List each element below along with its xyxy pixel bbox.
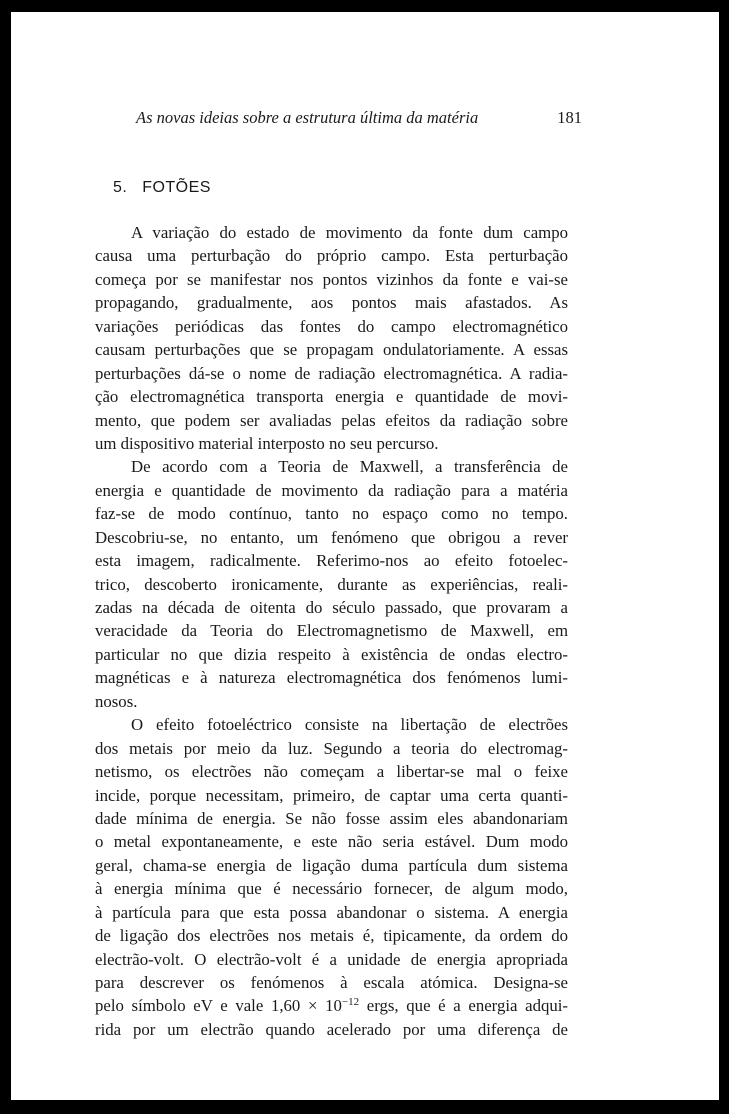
text-line: nosos. bbox=[95, 691, 138, 711]
text-line: para descrever os fenómenos à escala atómica. Designa-se bbox=[95, 973, 568, 992]
text-line: causam perturbações que se propagam ondulatoriamente. A essas bbox=[95, 340, 568, 360]
text-line: dade mínima de energia. Se não fosse assim eles abandonariam bbox=[95, 808, 568, 828]
section-heading bbox=[113, 179, 211, 197]
text-line: geral, chama-se energia de ligação duma partícula dum sistema bbox=[95, 855, 568, 875]
text-line: faz-se de modo contínuo, tanto no espaço como no tempo. bbox=[95, 504, 568, 524]
text-line: De acordo com a Teoria de Maxwell, a transferência de bbox=[131, 457, 568, 477]
section-title: FOTÕES bbox=[142, 179, 211, 196]
text-line: ção electromagnética transporta energia e quantidade de movi- bbox=[95, 387, 568, 407]
text-line: Descobriu-se, no entanto, um fenómeno que obrigou a rever bbox=[95, 527, 568, 547]
text-line: variações periódicas das fontes do campo electromagnético bbox=[95, 316, 568, 336]
text-line: magnéticas e à natureza electromagnética dos fenómenos lumi- bbox=[95, 668, 568, 688]
text-line: rida por um electrão quando acelerado por uma diferença de bbox=[95, 1019, 568, 1039]
text-line: O efeito fotoeléctrico consiste na libertação de electrões bbox=[131, 715, 568, 735]
text-line: veracidade da Teoria do Electromagnetismo de Maxwell, em bbox=[95, 621, 568, 641]
formula-text-before: pelo símbolo eV e vale 1,60 × 10 bbox=[95, 996, 342, 1016]
paragraph-2 bbox=[95, 455, 568, 713]
text-line: começa por se manifestar nos pontos vizinhos da fonte e vai-se bbox=[95, 269, 568, 289]
paragraph-1 bbox=[95, 221, 568, 455]
text-line: esta imagem, radicalmente. Referimo-nos ao efeito fotoelec- bbox=[95, 551, 568, 571]
text-line: incide, porque necessitam, primeiro, de captar uma certa quanti- bbox=[95, 785, 568, 805]
paragraph-3 bbox=[95, 713, 568, 1041]
text-line: trico, descoberto ironicamente, durante as experiências, reali- bbox=[95, 574, 568, 594]
body-text bbox=[95, 221, 568, 1041]
text-line: mento, que podem ser avaliadas pelas efeitos da radiação sobre bbox=[95, 410, 568, 430]
formula-line bbox=[95, 994, 568, 1017]
text-line: energia e quantidade de movimento da radiação para a matéria bbox=[95, 480, 568, 500]
text-line: particular no que dizia respeito à existência de ondas electro- bbox=[95, 644, 568, 664]
text-line: à energia mínima que é necessário fornecer, de algum modo, bbox=[95, 879, 568, 899]
book-page bbox=[11, 12, 719, 1100]
exponent: −12 bbox=[341, 996, 360, 1009]
text-line: propagando, gradualmente, aos pontos mais afastados. As bbox=[95, 293, 568, 313]
text-line: zadas na década de oitenta do século passado, que provaram a bbox=[95, 598, 568, 617]
text-line: dos metais por meio da luz. Segundo a teoria do electromag- bbox=[95, 738, 568, 758]
text-line: A variação do estado de movimento da fonte dum campo bbox=[131, 223, 568, 242]
text-line: electrão-volt. O electrão-volt é a unidade de energia apropriada bbox=[95, 949, 568, 969]
section-number: 5. bbox=[113, 179, 128, 196]
page-number: 181 bbox=[557, 108, 582, 127]
text-line: à partícula para que esta possa abandonar o sistema. A energia bbox=[95, 902, 568, 922]
text-line: um dispositivo material interposto no seu percurso. bbox=[95, 433, 439, 453]
text-line: o metal expontaneamente, e este não seria estável. Dum modo bbox=[95, 832, 568, 852]
formula-text-after: ergs, que é a energia adqui- bbox=[359, 996, 568, 1016]
text-line: netismo, os electrões não começam a libertar-se mal o feixe bbox=[95, 762, 568, 782]
running-title: As novas ideias sobre a estrutura última da matéria bbox=[136, 108, 479, 127]
text-line: causa uma perturbação do próprio campo. Esta perturbação bbox=[95, 246, 568, 266]
text-line: de ligação dos electrões nos metais é, tipicamente, da ordem do bbox=[95, 926, 568, 946]
text-line: perturbações dá-se o nome de radiação electromagnética. A radia- bbox=[95, 363, 568, 383]
